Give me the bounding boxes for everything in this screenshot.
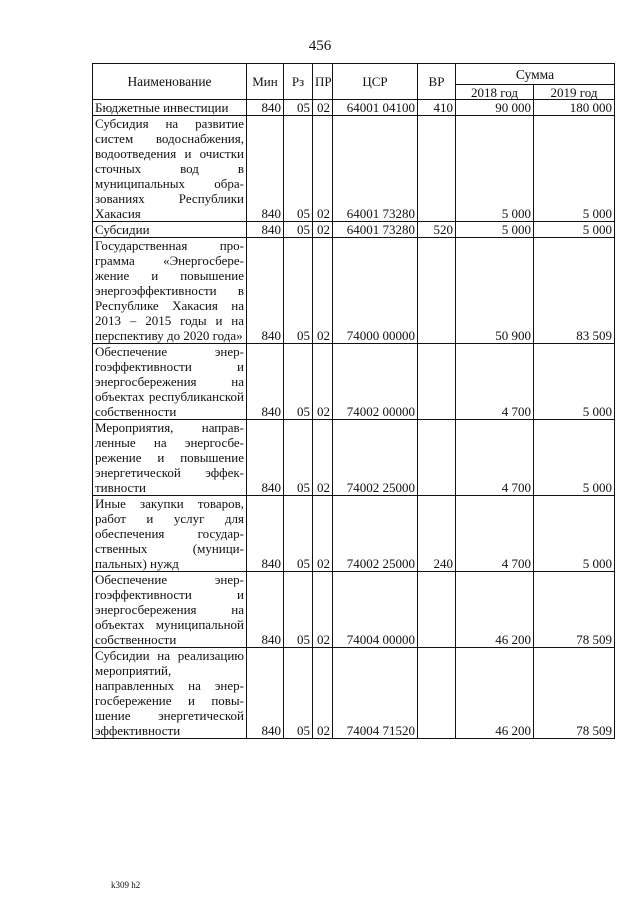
table-row bbox=[93, 496, 615, 572]
table-row bbox=[93, 116, 615, 222]
table-row bbox=[93, 238, 615, 344]
header-rz: Рз bbox=[284, 64, 313, 100]
row-pr: 02 bbox=[313, 344, 333, 420]
table-row bbox=[93, 222, 615, 238]
table-row bbox=[93, 648, 615, 739]
row-csr: 74004 00000 bbox=[333, 572, 418, 648]
row-pr: 02 bbox=[313, 222, 333, 238]
row-vr: 240 bbox=[418, 496, 456, 572]
row-name: Субсидии bbox=[93, 222, 247, 238]
row-rz: 05 bbox=[284, 420, 313, 496]
row-rz: 05 bbox=[284, 572, 313, 648]
row-pr: 02 bbox=[313, 238, 333, 344]
row-csr: 74002 25000 bbox=[333, 420, 418, 496]
row-2018: 5 000 bbox=[456, 222, 534, 238]
row-pr: 02 bbox=[313, 572, 333, 648]
row-rz: 05 bbox=[284, 222, 313, 238]
row-2018: 5 000 bbox=[456, 116, 534, 222]
header-pr: ПР bbox=[313, 64, 333, 100]
row-2019: 5 000 bbox=[534, 116, 615, 222]
row-vr bbox=[418, 238, 456, 344]
row-name: Обеспечение энергоэффективности и энергосбережения на объектах республиканской собственности bbox=[93, 344, 247, 420]
row-2019: 78 509 bbox=[534, 648, 615, 739]
row-pr: 02 bbox=[313, 116, 333, 222]
row-min: 840 bbox=[247, 116, 284, 222]
table-row bbox=[93, 572, 615, 648]
row-2019: 5 000 bbox=[534, 420, 615, 496]
header-csr: ЦСР bbox=[333, 64, 418, 100]
row-csr: 74000 00000 bbox=[333, 238, 418, 344]
row-vr bbox=[418, 420, 456, 496]
row-2018: 4 700 bbox=[456, 496, 534, 572]
row-2019: 5 000 bbox=[534, 496, 615, 572]
row-name: Субсидии на реализацию мероприятий, направленных на энергосбережение и повышение энергетической эффективности bbox=[93, 648, 247, 739]
row-vr: 520 bbox=[418, 222, 456, 238]
row-2019: 83 509 bbox=[534, 238, 615, 344]
row-rz: 05 bbox=[284, 648, 313, 739]
row-vr bbox=[418, 344, 456, 420]
row-2018: 50 900 bbox=[456, 238, 534, 344]
row-name: Субсидия на развитие систем водоснабжения, водоотведения и очистки сточных вод в муниципальных образованиях Республики Хакасия bbox=[93, 116, 247, 222]
row-csr: 74004 71520 bbox=[333, 648, 418, 739]
page-number: 456 bbox=[308, 38, 332, 54]
row-name: Мероприятия, направленные на энергосбережение и повышение энергетической эффективности bbox=[93, 420, 247, 496]
row-csr: 64001 73280 bbox=[333, 222, 418, 238]
header-name: Наименование bbox=[93, 64, 247, 100]
row-pr: 02 bbox=[313, 496, 333, 572]
row-pr: 02 bbox=[313, 648, 333, 739]
row-csr: 74002 25000 bbox=[333, 496, 418, 572]
budget-table bbox=[92, 63, 615, 739]
row-rz: 05 bbox=[284, 344, 313, 420]
row-name: Иные закупки товаров, работ и услуг для обеспечения государственных (муниципальных) нужд bbox=[93, 496, 247, 572]
row-vr bbox=[418, 572, 456, 648]
row-2019: 180 000 bbox=[534, 100, 615, 116]
row-min: 840 bbox=[247, 648, 284, 739]
table-row bbox=[93, 344, 615, 420]
row-2019: 5 000 bbox=[534, 344, 615, 420]
row-pr: 02 bbox=[313, 100, 333, 116]
row-csr: 74002 00000 bbox=[333, 344, 418, 420]
header-min: Мин bbox=[247, 64, 284, 100]
table-row bbox=[93, 420, 615, 496]
row-vr bbox=[418, 648, 456, 739]
header-sum: Сумма bbox=[456, 64, 615, 85]
footer-code: k309 h2 bbox=[111, 880, 141, 890]
row-2018: 4 700 bbox=[456, 344, 534, 420]
row-min: 840 bbox=[247, 572, 284, 648]
row-min: 840 bbox=[247, 496, 284, 572]
row-vr: 410 bbox=[418, 100, 456, 116]
row-vr bbox=[418, 116, 456, 222]
row-rz: 05 bbox=[284, 100, 313, 116]
row-min: 840 bbox=[247, 344, 284, 420]
row-min: 840 bbox=[247, 238, 284, 344]
row-2019: 5 000 bbox=[534, 222, 615, 238]
row-name: Бюджетные инвестиции bbox=[93, 100, 247, 116]
row-2018: 90 000 bbox=[456, 100, 534, 116]
row-csr: 64001 73280 bbox=[333, 116, 418, 222]
row-min: 840 bbox=[247, 100, 284, 116]
row-2019: 78 509 bbox=[534, 572, 615, 648]
row-csr: 64001 04100 bbox=[333, 100, 418, 116]
header-year-2018: 2018 год bbox=[456, 85, 534, 100]
row-name: Обеспечение энергоэффективности и энергосбережения на объектах муниципальной собственности bbox=[93, 572, 247, 648]
row-rz: 05 bbox=[284, 238, 313, 344]
row-2018: 46 200 bbox=[456, 648, 534, 739]
row-2018: 46 200 bbox=[456, 572, 534, 648]
header-vr: ВР bbox=[418, 64, 456, 100]
row-rz: 05 bbox=[284, 116, 313, 222]
row-min: 840 bbox=[247, 420, 284, 496]
row-pr: 02 bbox=[313, 420, 333, 496]
row-name: Государственная программа «Энергосбережение и повышение энергоэффективности в Республике Хакасия на 2013 – 2015 годы и на перспективу до 2020 года» bbox=[93, 238, 247, 344]
row-rz: 05 bbox=[284, 496, 313, 572]
row-min: 840 bbox=[247, 222, 284, 238]
row-2018: 4 700 bbox=[456, 420, 534, 496]
header-year-2019: 2019 год bbox=[534, 85, 615, 100]
table-row bbox=[93, 100, 615, 116]
